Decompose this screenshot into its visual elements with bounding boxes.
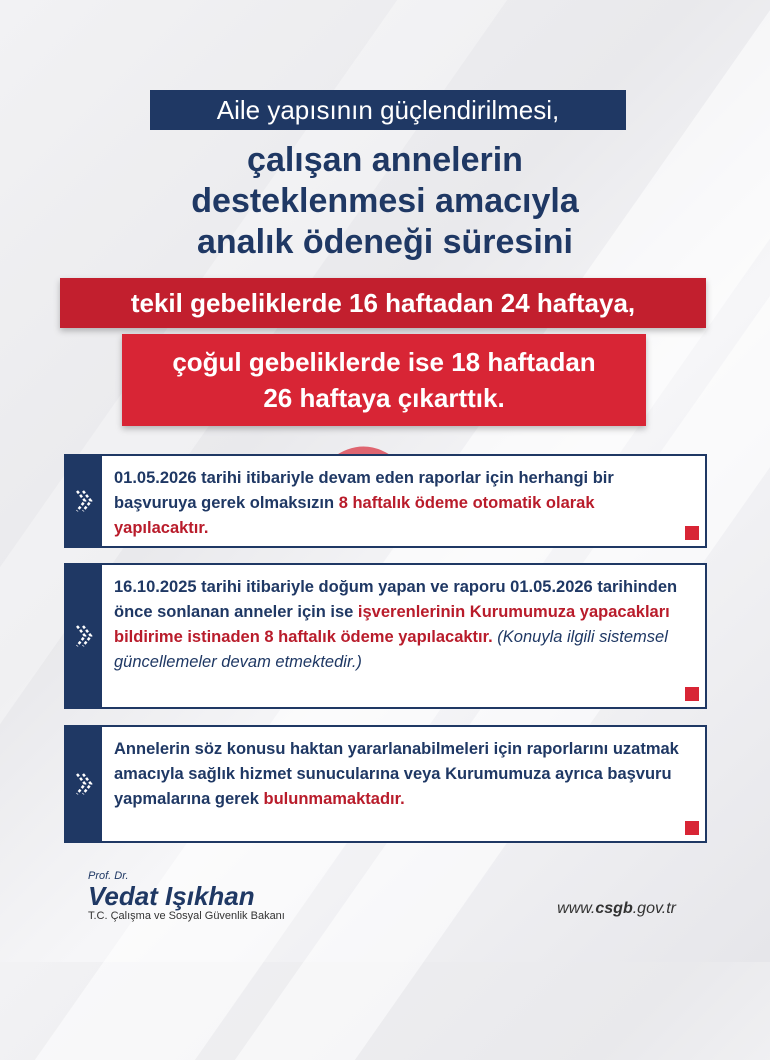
- highlight-banner-2: [122, 334, 646, 426]
- website-bold: csgb: [595, 900, 633, 917]
- card-text-highlight: işverenlerinin Kurumumuza yapacakları bildirime istinaden 8 haftalık ödeme yapılacaktır.: [114, 603, 670, 646]
- title-line-1: çalışan annelerin: [247, 141, 523, 179]
- highlight-banner-1: [60, 278, 706, 328]
- signature-block: [88, 870, 285, 922]
- card-side-bar: [66, 456, 102, 546]
- chevron-right-icon: [75, 489, 93, 513]
- website-link[interactable]: [557, 900, 676, 918]
- card-text-plain: Annelerin söz konusu haktan yararlanabilmeleri için raporlarını uzatmak amacıyla sağlık hizmet sunucularına veya Kurumumuza ayrıca başvuru yapmalarına gerek: [114, 740, 679, 808]
- website-suffix: .gov.tr: [632, 900, 676, 917]
- card-side-bar: [66, 727, 102, 841]
- header-text: Aile yapısının güçlendirilmesi,: [216, 95, 560, 125]
- chevron-right-icon: [75, 624, 93, 648]
- card-text: [114, 575, 691, 675]
- main-title: [0, 140, 770, 263]
- highlight-text-2a: çoğul gebeliklerde ise 18 haftadan: [172, 347, 596, 377]
- card-text-note: (Konuyla ilgili sistemsel güncellemeler devam etmektedir.): [114, 628, 668, 671]
- signature-title: Prof. Dr.: [88, 870, 129, 882]
- card-text: [114, 737, 691, 812]
- header-banner: [150, 90, 626, 130]
- website-prefix: www.: [557, 900, 596, 917]
- info-card-2: [64, 563, 707, 709]
- info-card-3: [64, 725, 707, 843]
- info-card-1: [64, 454, 707, 548]
- signature-role: T.C. Çalışma ve Sosyal Güvenlik Bakanı: [88, 910, 285, 922]
- card-text-plain: 01.05.2026 tarihi itibariyle devam eden raporlar için herhangi bir başvuruya gerek olmaksızın: [114, 469, 614, 512]
- card-text-plain: 16.10.2025 tarihi itibariyle doğum yapan ve raporu 01.05.2026 tarihinden önce sonlanan anneler için ise: [114, 578, 678, 621]
- title-line-2: desteklenmesi amacıyla: [191, 182, 579, 220]
- card-side-bar: [66, 565, 102, 707]
- signature-name: Vedat Işıkhan: [88, 881, 255, 911]
- red-corner-mark: [685, 526, 699, 540]
- red-corner-mark: [685, 821, 699, 835]
- highlight-text-1: tekil gebeliklerde 16 haftadan 24 haftaya,: [130, 288, 636, 318]
- title-line-3: analık ödeneği süresini: [196, 223, 573, 261]
- chevron-right-icon: [75, 772, 93, 796]
- highlight-text-2b: 26 haftaya çıkarttık.: [263, 383, 505, 413]
- red-corner-mark: [685, 687, 699, 701]
- card-text-highlight: bulunmamaktadır.: [263, 790, 405, 808]
- card-text-highlight: 8 haftalık ödeme otomatik olarak yapılacaktır.: [114, 494, 595, 537]
- card-text: [114, 466, 691, 541]
